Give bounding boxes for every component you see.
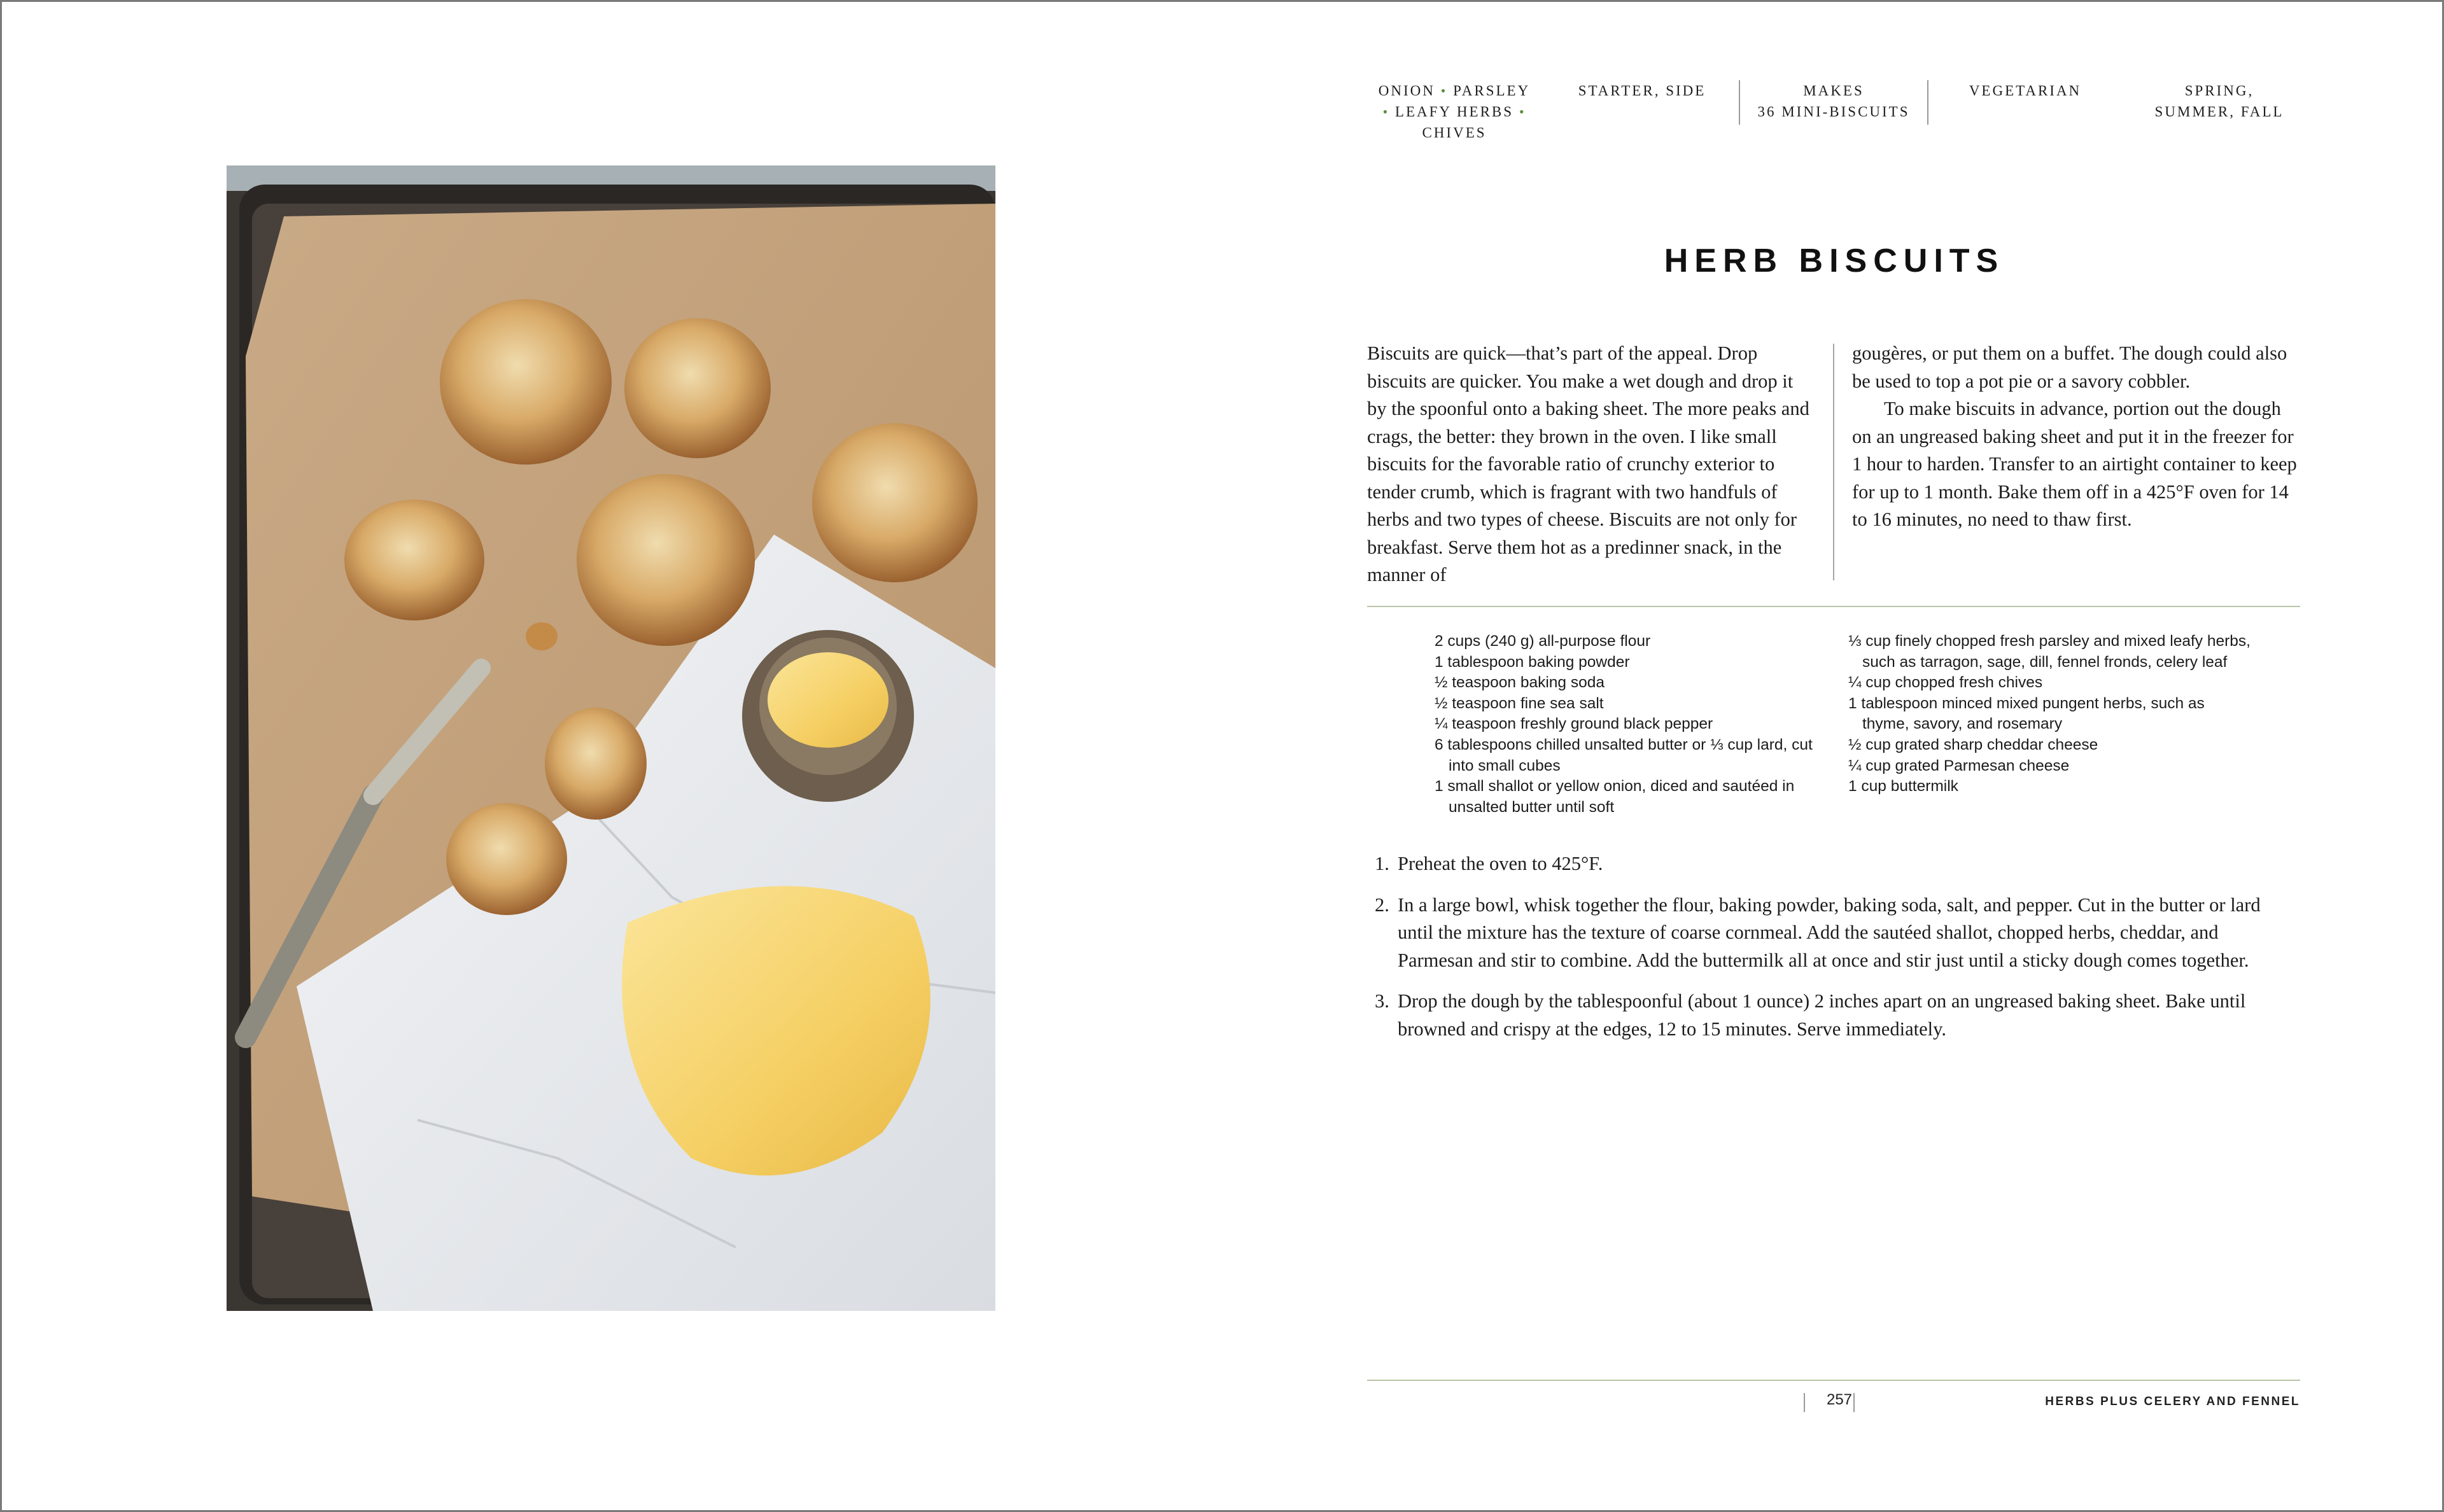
ingredient-item: ¼ cup chopped fresh chives xyxy=(1848,674,2043,692)
chapter-title: HERBS PLUS CELERY AND FENNEL xyxy=(2045,1395,2300,1408)
step-text: Drop the dough by the tablespoonful (about 1 ounce) 2 inches apart on an ungreased baking sheet. Bake until browned and crispy at the edges, 12 to 15 minutes. Serve immediately. xyxy=(1398,990,2246,1040)
page-number-bar xyxy=(1853,1393,1855,1412)
biscuits-photo xyxy=(227,165,995,1311)
ingredients-list-right xyxy=(1848,631,2256,797)
intro-column-right xyxy=(1852,340,2304,534)
meta-ingredient-chives: CHIVES xyxy=(1422,125,1487,141)
meta-ingredients xyxy=(1368,80,1540,143)
ingredient-item: ¼ cup grated Parmesan cheese xyxy=(1848,757,2070,774)
meta-season xyxy=(2132,80,2307,122)
intro-paragraph: Biscuits are quick—that’s part of the appeal. Drop biscuits are quicker. You make a wet dough and drop it by the spoonful onto a baking sheet. The more peaks and crags, the better: they brown in the oven. I like small biscuits for the favorable ratio of crunchy exterior to tender crumb, which is fragrant with two handfuls of herbs and two types of cheese. Biscuits are not only for breakfast. Serve them hot as a predinner snack, in the manner of xyxy=(1367,342,1809,585)
meta-course xyxy=(1566,80,1718,101)
page-number-bar xyxy=(1804,1393,1805,1412)
ingredient-item: ½ teaspoon fine sea salt xyxy=(1435,694,1604,712)
step-text: Preheat the oven to 425°F. xyxy=(1398,853,1603,874)
ingredient-item: 1 cup buttermilk xyxy=(1848,778,1958,795)
bullet-dot-icon: • xyxy=(1440,83,1448,99)
recipe-meta-header xyxy=(1368,80,2300,150)
meta-diet-text: VEGETARIAN xyxy=(1969,83,2082,99)
step-number: 1. xyxy=(1375,853,1389,874)
bullet-dot-icon: • xyxy=(1382,104,1390,120)
meta-yield-value: 36 MINI-BISCUITS xyxy=(1757,104,1910,120)
intro-make-ahead-paragraph: To make biscuits in advance, portion out the dough on an ungreased baking sheet and put it in the freezer for 1 hour to harden. Transfer to an airtight container to keep for up to 1 month. Bake them off in a 425°F oven for 14 to 16 minutes, no need to thaw first. xyxy=(1852,398,2297,530)
page-number: 257 xyxy=(1826,1391,1853,1408)
intro-column-divider xyxy=(1833,344,1834,580)
step-number: 2. xyxy=(1375,893,1389,916)
ingredient-item: 1 small shallot or yellow onion, diced and sautéed in unsalted butter until soft xyxy=(1435,778,1795,816)
method-step xyxy=(1375,850,2291,878)
ingredient-item: ½ teaspoon baking soda xyxy=(1435,674,1605,692)
step-number: 3. xyxy=(1375,990,1389,1012)
bullet-dot-icon: • xyxy=(1519,104,1526,120)
meta-ingredient-parsley: PARSLEY xyxy=(1453,83,1531,99)
meta-season-line1: SPRING, xyxy=(2184,83,2254,99)
footer-rule xyxy=(1367,1380,2300,1381)
section-rule xyxy=(1367,606,2300,607)
meta-ingredient-onion: ONION xyxy=(1378,83,1435,99)
ingredient-item: 6 tablespoons chilled unsalted butter or ⅓ cup lard, cut into small cubes xyxy=(1435,736,1813,774)
recipe-title: HERB BISCUITS xyxy=(1664,242,2005,279)
method-step xyxy=(1375,988,2291,1043)
method-step xyxy=(1375,892,2291,975)
ingredient-item: 1 tablespoon minced mixed pungent herbs, such as thyme, savory, and rosemary xyxy=(1848,694,2205,733)
step-text: In a large bowl, whisk together the flour, baking powder, baking soda, salt, and pepper. Cut in the butter or lard until the mixture has the texture of coarse cornmeal. Add the sautéed shallot, chopped herbs, cheddar, and Parmesan and stir to combine. Add the buttermilk all at once and stir just until a sticky dough comes together. xyxy=(1398,893,2261,971)
ingredient-item: ⅓ cup finely chopped fresh parsley and mixed leafy herbs, such as tarragon, sage, dill, fennel fronds, celery leaf xyxy=(1848,633,2251,671)
meta-divider xyxy=(1927,80,1928,125)
meta-yield xyxy=(1741,80,1926,122)
meta-divider xyxy=(1739,80,1740,125)
ingredient-item: ½ cup grated sharp cheddar cheese xyxy=(1848,736,2098,753)
intro-column-left xyxy=(1367,340,1813,589)
meta-diet xyxy=(1930,80,2121,101)
meta-season-line2: SUMMER, FALL xyxy=(2154,104,2284,120)
ingredient-item: 1 tablespoon baking powder xyxy=(1435,653,1630,671)
biscuits-photo-illustration xyxy=(227,165,995,1311)
ingredient-item: 2 cups (240 g) all-purpose flour xyxy=(1435,633,1651,650)
meta-yield-label: MAKES xyxy=(1803,83,1864,99)
ingredients-list-left xyxy=(1435,631,1842,818)
intro-paragraph-continued: gougères, or put them on a buffet. The dough could also be used to top a pot pie or a savory cobbler. xyxy=(1852,342,2287,392)
meta-ingredient-leafy-herbs: LEAFY HERBS xyxy=(1394,104,1514,120)
meta-course-text: STARTER, SIDE xyxy=(1578,83,1706,99)
ingredient-item: ¼ teaspoon freshly ground black pepper xyxy=(1435,715,1713,733)
method-steps xyxy=(1375,850,2291,1056)
